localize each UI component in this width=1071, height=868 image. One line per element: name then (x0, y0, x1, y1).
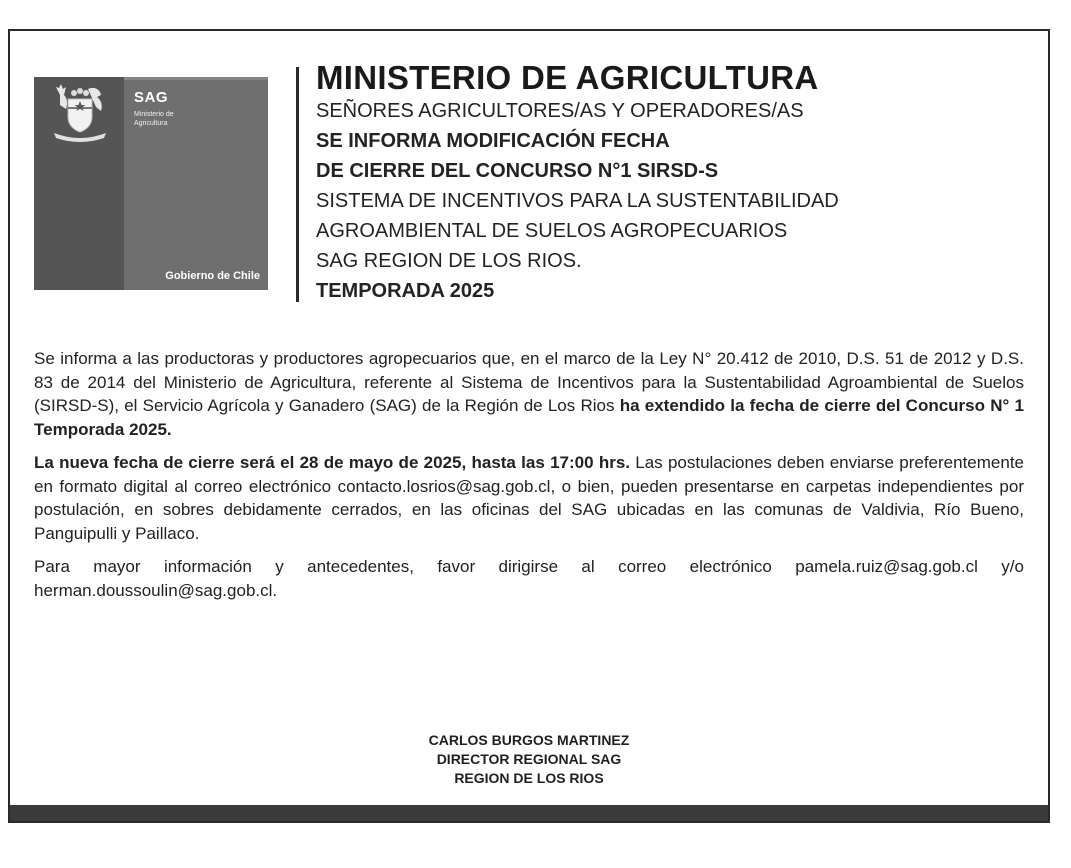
sag-logo (34, 77, 268, 290)
header-line: SAG REGION DE LOS RIOS. (316, 250, 582, 272)
header-line: AGROAMBIENTAL DE SUELOS AGROPECUARIOS (316, 220, 788, 242)
logo-sag-text: SAG (134, 89, 169, 106)
paragraph-3-end: . (272, 580, 278, 600)
paragraph-2-text-a: Las postulaciones deben enviarse preferentemente en formato digital al correo electrónico (34, 453, 1024, 496)
signature-name: CARLOS BURGOS MARTINEZ (428, 732, 630, 748)
contact-email-link[interactable]: contacto.losrios@sag.gob.cl (337, 476, 551, 496)
logo-gobierno-text: Gobierno de Chile (165, 270, 260, 282)
logo-accent-line (124, 77, 268, 80)
notice-header (316, 60, 1016, 306)
header-line: TEMPORADA 2025 (316, 280, 495, 302)
header-divider (296, 67, 299, 302)
herman-email-link[interactable]: herman.doussoulin@sag.gob.cl (34, 580, 273, 600)
signature-region: REGION DE LOS RIOS (454, 770, 604, 786)
public-notice (8, 29, 1050, 823)
header-line: DE CIERRE DEL CONCURSO N°1 SIRSD-S (316, 160, 719, 182)
signature-role: DIRECTOR REGIONAL SAG (436, 751, 622, 767)
paragraph-1-text: Se informa a las productoras y productores agropecuarios que, en el marco de la Ley N° 20.412 de 2010, D.S. 51 de 2012 y D.S. 83 de 2014 del Ministerio de Agricultura, referente al Sistema de Incentivos para la Sustentabilidad Agroambiental de Suelos (SIRSD-S), el Servicio Agrícola y Ganadero (SAG) de la Región de Los Rios (34, 349, 1024, 415)
paragraph-3-text: Para mayor información y antecedentes, favor dirigirse al correo electrónico (34, 557, 796, 576)
notice-body (34, 347, 1024, 612)
paragraph-2 (34, 451, 1024, 545)
paragraph-3-sep: y/o (977, 557, 1024, 576)
paragraph-1-bold: ha extendido la fecha de cierre del Concurso N° 1 Temporada 2025. (34, 396, 1024, 439)
paragraph-3 (34, 555, 1024, 602)
paragraph-2-text-b: , o bien, pueden presentarse en carpetas independientes por postulación, en sobres debidamente cerrados, en las oficinas del SAG ubicadas en las comunas de Valdivia, Río Bueno, Panguipulli y Paillaco. (34, 476, 1024, 543)
logo-emblem-panel (34, 77, 124, 290)
paragraph-2-bold: La nueva fecha de cierre será el 28 de mayo de 2025, hasta las 17:00 hrs. (34, 453, 630, 472)
coat-of-arms-icon (42, 81, 118, 147)
logo-ministerio-text: Ministerio de Agricultura (134, 111, 174, 127)
ministry-title: MINISTERIO DE AGRICULTURA (316, 59, 819, 96)
header-line: SISTEMA DE INCENTIVOS PARA LA SUSTENTABILIDAD (316, 190, 839, 212)
pamela-email-link[interactable]: pamela.ruiz@sag.gob.cl (795, 557, 978, 576)
bottom-bar (10, 805, 1048, 821)
paragraph-1 (34, 347, 1024, 441)
signature-block (10, 731, 1048, 788)
header-line: SE INFORMA MODIFICACIÓN FECHA (316, 130, 670, 152)
header-line: SEÑORES AGRICULTORES/AS Y OPERADORES/AS (316, 100, 804, 122)
header-lines (316, 96, 1016, 306)
